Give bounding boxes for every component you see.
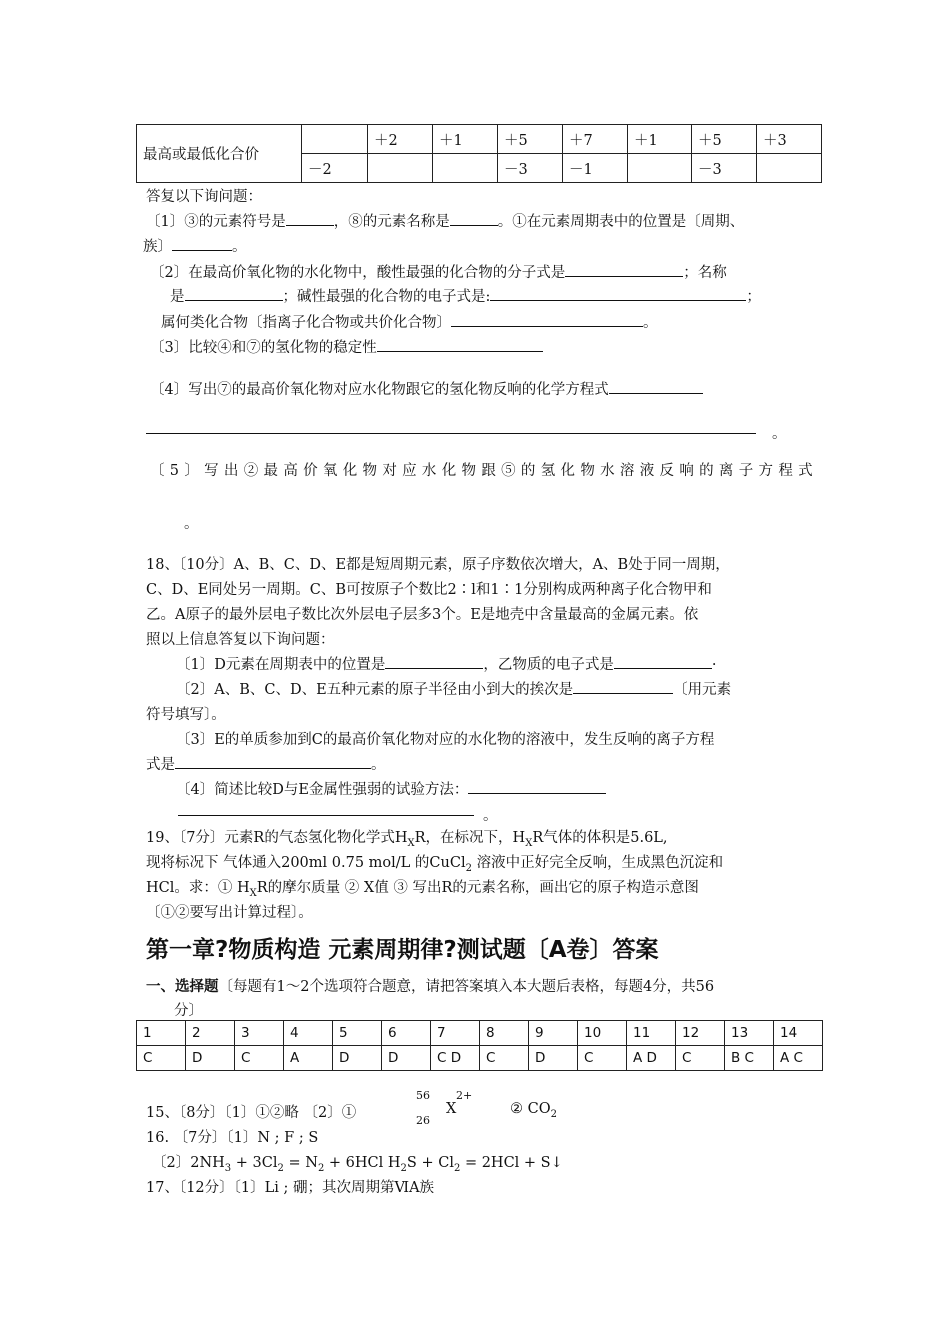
text: R气体的体积是5.6L, [532,830,668,846]
table-cell: 2 [186,1021,235,1046]
text: HCl。求：① H [146,880,250,896]
table-cell: C D [431,1046,480,1071]
section1-title [146,975,714,996]
table-cell: 1 [137,1021,186,1046]
q19-line: 〔①②要写出计算过程〕。 [146,905,313,921]
text: ；碱性最强的化合物的电子式是: [282,289,491,305]
table-cell: D [529,1046,578,1071]
answer-blank[interactable] [614,654,712,670]
q17-part3 [150,336,543,357]
subscript: X [525,837,533,849]
text: 〔2〕A、B、C、D、E五种元素的原子半径由小到大的挨次是 [176,682,574,698]
answer-line[interactable] [178,815,474,816]
table-cell: A C [774,1046,823,1071]
text: + 6HCl H [324,1155,401,1171]
table-cell: ＋1 [433,125,498,154]
text: 〔2〕在最高价氧化物的水化物中，酸性最强的化合物的分子式是 [150,265,566,281]
table-row [137,125,822,154]
table-cell: D [186,1046,235,1071]
subscript: 2 [465,862,472,874]
q18-sub3-cont [146,753,386,774]
text: · [711,657,717,673]
table-cell: 7 [431,1021,480,1046]
answer-table [136,1020,823,1071]
table-cell: 12 [676,1021,725,1046]
table-cell: 11 [627,1021,676,1046]
table-cell: 13 [725,1021,774,1046]
atomic-number: 26 [416,1114,430,1127]
text: S + Cl [406,1155,454,1171]
answer-blank[interactable] [172,236,232,252]
q18-line: C、D、E同处另一周期。C、B可按原子个数比2∶l和1∶1分别构成两种离子化合物甲和 [146,582,712,598]
text: 〔每题有1～2个选项符合题意，请把答案填入本大题后表格，每题4分，共56 [218,979,715,995]
text: = 2HCl + S↓ [460,1155,563,1171]
text: = N [283,1155,318,1171]
q18-sub2-cont: 符号填写〕。 [146,707,226,723]
text: + 3Cl [231,1155,278,1171]
answer-blank[interactable] [385,654,483,670]
text: R，在标况下，H [414,830,526,846]
text: 。 [371,757,386,773]
answer-blank[interactable] [286,211,334,227]
table-cell: C [137,1046,186,1071]
text: ，乙物质的电子式是 [483,657,614,673]
q17-part1-cont [143,235,247,256]
text: 〔1〕③的元素符号是 [146,214,286,230]
q17-part2 [150,261,727,282]
q18-line: 照以上信息答复以下询问题： [146,632,335,648]
q19-line [146,851,723,874]
q17-part5: 〔5〕写出②最高价氧化物对应水化物跟⑤的氢化物水溶液反响的离子方程式 [150,463,818,479]
text: ；名称 [683,265,727,281]
section1-title-cont: 分〕 [174,1003,203,1019]
subscript: 2 [453,1162,461,1174]
table-cell: 4 [284,1021,333,1046]
answer-blank[interactable] [468,779,606,795]
q18-line: 乙。A原子的最外层电子数比次外层电子层多3个。E是地壳中含量最高的金属元素。依 [146,607,699,623]
q19-line [146,826,668,849]
text: 现将标况下 气体通入200ml 0.75 mol/L 的CuCl [146,855,466,871]
table-cell [302,125,368,154]
period: 。 [772,426,787,442]
table-cell: 6 [382,1021,431,1046]
text: 〔1〕D元素在周期表中的位置是 [176,657,386,673]
text: 〔用元素 [673,682,732,698]
answer-blank[interactable] [609,379,703,395]
q17-part2-cont [170,285,761,306]
table-cell [757,154,822,183]
subscript: 2 [317,1162,325,1174]
answer-blank[interactable] [490,286,746,302]
element-symbol: X [446,1101,457,1117]
table-cell: ＋3 [757,125,822,154]
subscript: 3 [224,1162,232,1174]
q17-part2-cont2 [161,311,658,332]
text: 19、〔7分〕元素R的气态氢化物化学式H [146,830,408,846]
table-cell: ＋5 [692,125,757,154]
table-cell: －2 [302,154,368,183]
text: 。 [643,315,658,331]
text: 属何类化合物〔指离子化合物或共价化合物〕 [161,315,451,331]
answer-16-equations [152,1151,563,1174]
valence-table [136,124,822,183]
q18-line: 18、〔10分〕A、B、C、D、E都是短周期元素，原子序数依次增大，A、B处于同一周期， [146,557,730,573]
text: R的摩尔质量 ② X值 ③ 写出R的元素名称，画出它的原子构造示意图 [256,880,699,896]
answer-17: 17、〔12分〕〔1〕Li ; 硼；其次周期第ⅥA族 [146,1180,435,1196]
section-label: 一、选择题 [146,978,219,995]
table-cell: ＋5 [498,125,563,154]
table-cell: B C [725,1046,774,1071]
table-cell: 9 [529,1021,578,1046]
ion-charge: 2+ [456,1089,473,1102]
table-cell: ＋1 [628,125,692,154]
q17-part4 [150,378,703,399]
answer-15: 15、〔8分〕〔1〕①②略 〔2〕① [146,1105,357,1121]
answer-line[interactable] [146,433,756,434]
text: 〔3〕比较④和⑦的氢化物的稳定性 [150,340,377,356]
answer-blank[interactable] [451,312,643,328]
table-cell: 14 [774,1021,823,1046]
answer-blank[interactable] [573,679,673,695]
table-cell [628,154,692,183]
table-cell: ＋7 [563,125,628,154]
period: 。 [184,516,199,532]
table-cell: C [235,1046,284,1071]
q18-sub3: 〔3〕E的单质参加到C的最高价氧化物对应的水化物的溶液中，发生反响的离子方程 [176,732,715,748]
subscript: 2 [277,1162,284,1174]
text: 〔2〕2NH [152,1155,225,1171]
table-cell: C [676,1046,725,1071]
text: ； [746,289,761,305]
text: 。 [232,239,247,255]
text: 族〕 [143,239,172,255]
table-row [137,1021,823,1046]
row-label: 最高或最低化合价 [137,125,302,183]
text: ② CO [510,1101,551,1117]
answer-blank[interactable] [175,754,371,770]
text: 式是 [146,757,175,773]
answer-15b [510,1101,557,1120]
table-cell: 10 [578,1021,627,1046]
q17-part1 [146,210,744,231]
table-cell [433,154,498,183]
period: 。 [483,808,498,824]
q19-line [146,876,699,899]
table-cell: 3 [235,1021,284,1046]
text: ，⑧的元素名称是 [333,214,450,230]
subscript: X [249,887,257,899]
text: 是 [170,289,185,305]
text: 〔4〕写出⑦的最高价氧化物对应水化物跟它的氢化物反响的化学方程式 [150,382,609,398]
table-cell: D [382,1046,431,1071]
q18-sub4 [176,778,606,799]
answer-blank[interactable] [185,286,283,302]
text: 溶液中正好完全反响，生成黑色沉淀和 [471,855,724,871]
table-cell: 5 [333,1021,382,1046]
answers-heading: 第一章?物质构造 元素周期律?测试题〔A卷〕答案 [146,937,659,963]
table-cell: －3 [498,154,563,183]
mass-number: 56 [416,1089,430,1102]
table-cell: 8 [480,1021,529,1046]
table-cell: C [578,1046,627,1071]
q18-sub1 [176,653,716,674]
table-cell: －1 [563,154,628,183]
table-cell: －3 [692,154,757,183]
table-cell: A [284,1046,333,1071]
table-cell: D [333,1046,382,1071]
q17-intro: 答复以下询问题： [146,189,262,205]
table-cell: ＋2 [368,125,433,154]
answer-blank[interactable] [377,337,543,353]
table-cell: A D [627,1046,676,1071]
table-cell: C [480,1046,529,1071]
text: 。①在元素周期表中的位置是〔周期、 [497,214,745,230]
subscript: 2 [400,1162,407,1174]
table-row [137,1046,823,1071]
q18-sub2 [176,678,731,699]
subscript: 2 [550,1108,557,1120]
text: 〔4〕简述比较D与E金属性强弱的试验方法： [176,782,469,798]
answer-blank[interactable] [450,211,498,227]
table-cell [368,154,433,183]
subscript: X [407,837,415,849]
answer-blank[interactable] [565,262,683,278]
answer-16: 16. 〔7分〕〔1〕N ; F ; S [146,1130,319,1146]
